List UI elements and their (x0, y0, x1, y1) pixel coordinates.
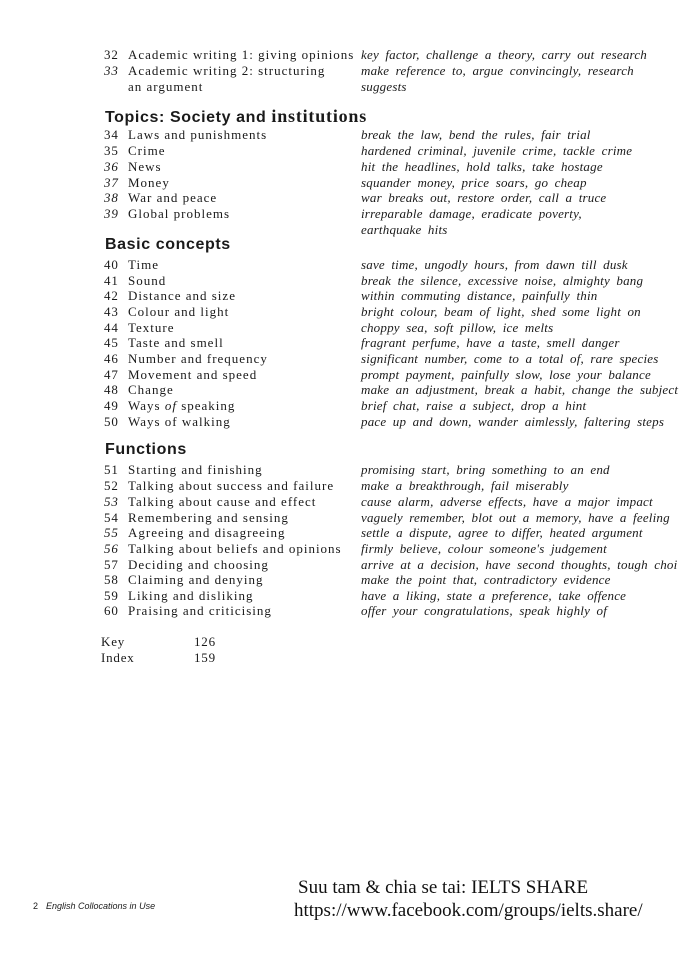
unit-number: 39 (104, 206, 119, 221)
unit-number: 34 (104, 127, 119, 142)
unit-collocations-continued: suggests (361, 79, 407, 94)
unit-collocations: significant number, come to a total of, rare species (361, 351, 659, 366)
unit-title: Talking about cause and effect (128, 494, 317, 509)
unit-collocations: firmly believe, colour someone's judgement (361, 541, 607, 556)
share-url[interactable]: https://www.facebook.com/groups/ielts.share/ (294, 900, 643, 921)
unit-row (0, 603, 700, 619)
unit-title: Colour and light (128, 304, 230, 319)
unit-row (0, 510, 700, 526)
unit-collocations: bright colour, beam of light, shed some light on (361, 304, 641, 319)
title-part: Ways (128, 398, 165, 413)
unit-row (0, 257, 700, 273)
unit-title: Talking about beliefs and opinions (128, 541, 342, 556)
unit-number: 41 (104, 273, 119, 288)
unit-number: 49 (104, 398, 119, 413)
title-part: speaking (176, 398, 236, 413)
section-heading-functions: Functions (105, 441, 187, 458)
unit-collocations: key factor, challenge a theory, carry out research (361, 47, 647, 62)
book-title: English Collocations in Use (46, 901, 156, 911)
unit-title: Laws and punishments (128, 127, 268, 142)
unit-number: 48 (104, 382, 119, 397)
unit-collocations: brief chat, raise a subject, drop a hint (361, 398, 587, 413)
unit-number: 46 (104, 351, 119, 366)
unit-collocations: cause alarm, adverse effects, have a major impact (361, 494, 653, 509)
unit-collocations: squander money, price soars, go cheap (361, 175, 587, 190)
unit-number: 56 (104, 541, 119, 556)
unit-title: Academic writing 1: giving opinions (128, 47, 355, 62)
unit-row (0, 414, 700, 430)
unit-row (0, 47, 700, 63)
unit-title: Global problems (128, 206, 231, 221)
unit-number: 51 (104, 462, 119, 477)
unit-number: 60 (104, 603, 119, 618)
unit-title (128, 398, 235, 414)
unit-title: Movement and speed (128, 367, 258, 382)
unit-collocations: hit the headlines, hold talks, take hostage (361, 159, 603, 174)
unit-collocations: promising start, bring something to an end (361, 462, 610, 477)
unit-number: 44 (104, 320, 119, 335)
unit-title: Deciding and choosing (128, 557, 269, 572)
unit-row (0, 190, 700, 206)
unit-collocations: make an adjustment, break a habit, change the subject (361, 382, 679, 397)
unit-title: Academic writing 2: structuring (128, 63, 326, 78)
unit-title: Sound (128, 273, 167, 288)
unit-row (0, 159, 700, 175)
unit-collocations: make reference to, argue convincingly, research (361, 63, 634, 78)
unit-collocations: arrive at a decision, have second thoughts, tough choi (361, 557, 678, 572)
unit-collocations: save time, ungodly hours, from dawn till dusk (361, 257, 628, 272)
unit-collocations: make a breakthrough, fail miserably (361, 478, 569, 493)
unit-title-continued: an argument (128, 79, 204, 94)
unit-title: War and peace (128, 190, 218, 205)
unit-row (0, 288, 700, 304)
unit-collocations: within commuting distance, painfully thin (361, 288, 598, 303)
unit-number: 54 (104, 510, 119, 525)
unit-row (0, 541, 700, 557)
unit-collocations: irreparable damage, eradicate poverty, (361, 206, 582, 221)
unit-number: 38 (104, 190, 119, 205)
unit-collocations: vaguely remember, blot out a memory, have a feeling (361, 510, 670, 525)
section-heading-society (105, 106, 367, 128)
unit-title: Starting and finishing (128, 462, 263, 477)
unit-collocations: war breaks out, restore order, call a truce (361, 190, 607, 205)
section-heading-basic-concepts: Basic concepts (105, 236, 231, 253)
unit-title: News (128, 159, 162, 174)
unit-number: 59 (104, 588, 119, 603)
unit-row (0, 320, 700, 336)
unit-number: 40 (104, 257, 119, 272)
unit-number: 35 (104, 143, 119, 158)
unit-number: 32 (104, 47, 119, 62)
unit-collocations: break the law, bend the rules, fair trial (361, 127, 591, 142)
unit-row (0, 273, 700, 289)
unit-number: 52 (104, 478, 119, 493)
unit-title: Ways of walking (128, 414, 231, 429)
title-part-italic: of (164, 398, 177, 413)
page-number: 2 (33, 901, 39, 911)
unit-row (0, 588, 700, 604)
unit-collocations: choppy sea, soft pillow, ice melts (361, 320, 554, 335)
unit-collocations: prompt payment, painfully slow, lose your balance (361, 367, 651, 382)
back-matter-key-page: 126 (194, 634, 216, 649)
unit-row (0, 175, 700, 191)
page-footer (33, 900, 155, 912)
unit-title: Distance and size (128, 288, 236, 303)
unit-row (0, 304, 700, 320)
unit-collocations: break the silence, excessive noise, almighty bang (361, 273, 644, 288)
unit-collocations: pace up and down, wander aimlessly, faltering steps (361, 414, 665, 429)
unit-number: 37 (104, 175, 119, 190)
unit-row (0, 367, 700, 383)
unit-number: 36 (104, 159, 119, 174)
unit-row (0, 557, 700, 573)
unit-title: Talking about success and failure (128, 478, 335, 493)
unit-number: 55 (104, 525, 119, 540)
unit-row (0, 572, 700, 588)
unit-row (0, 398, 700, 414)
unit-row-continuation (0, 79, 700, 95)
share-credit: Suu tam & chia se tai: IELTS SHARE (298, 877, 589, 898)
unit-title: Number and frequency (128, 351, 268, 366)
back-matter-key-label: Key (101, 634, 126, 649)
unit-number: 33 (104, 63, 119, 78)
unit-row (0, 462, 700, 478)
unit-title: Taste and smell (128, 335, 224, 350)
back-matter-index-label: Index (101, 650, 135, 665)
unit-row (0, 63, 700, 79)
unit-collocations: hardened criminal, juvenile crime, tackle crime (361, 143, 633, 158)
unit-number: 58 (104, 572, 119, 587)
back-matter-index-page: 159 (194, 650, 216, 665)
unit-number: 53 (104, 494, 119, 509)
unit-number: 50 (104, 414, 119, 429)
heading-text: Topics: Society and (105, 109, 272, 126)
unit-row (0, 335, 700, 351)
unit-collocations: settle a dispute, agree to differ, heated argument (361, 525, 643, 540)
unit-title: Agreeing and disagreeing (128, 525, 286, 540)
unit-collocations: make the point that, contradictory evidence (361, 572, 611, 587)
unit-title: Texture (128, 320, 175, 335)
unit-number: 57 (104, 557, 119, 572)
unit-title: Change (128, 382, 174, 397)
unit-row (0, 351, 700, 367)
unit-title: Time (128, 257, 159, 272)
unit-title: Praising and criticising (128, 603, 272, 618)
unit-row (0, 206, 700, 222)
unit-title: Liking and disliking (128, 588, 254, 603)
unit-row (0, 478, 700, 494)
unit-number: 45 (104, 335, 119, 350)
unit-title: Claiming and denying (128, 572, 264, 587)
unit-collocations-continued: earthquake hits (361, 222, 448, 237)
unit-title: Remembering and sensing (128, 510, 289, 525)
unit-title: Money (128, 175, 170, 190)
unit-row (0, 143, 700, 159)
unit-row (0, 382, 700, 398)
unit-collocations: have a liking, state a preference, take offence (361, 588, 627, 603)
unit-row (0, 494, 700, 510)
unit-row (0, 127, 700, 143)
unit-row (0, 525, 700, 541)
heading-text-tail: institutions (271, 106, 368, 126)
unit-collocations: fragrant perfume, have a taste, smell danger (361, 335, 620, 350)
unit-title: Crime (128, 143, 166, 158)
unit-number: 42 (104, 288, 119, 303)
unit-number: 43 (104, 304, 119, 319)
unit-number: 47 (104, 367, 119, 382)
unit-collocations: offer your congratulations, speak highly of (361, 603, 608, 618)
